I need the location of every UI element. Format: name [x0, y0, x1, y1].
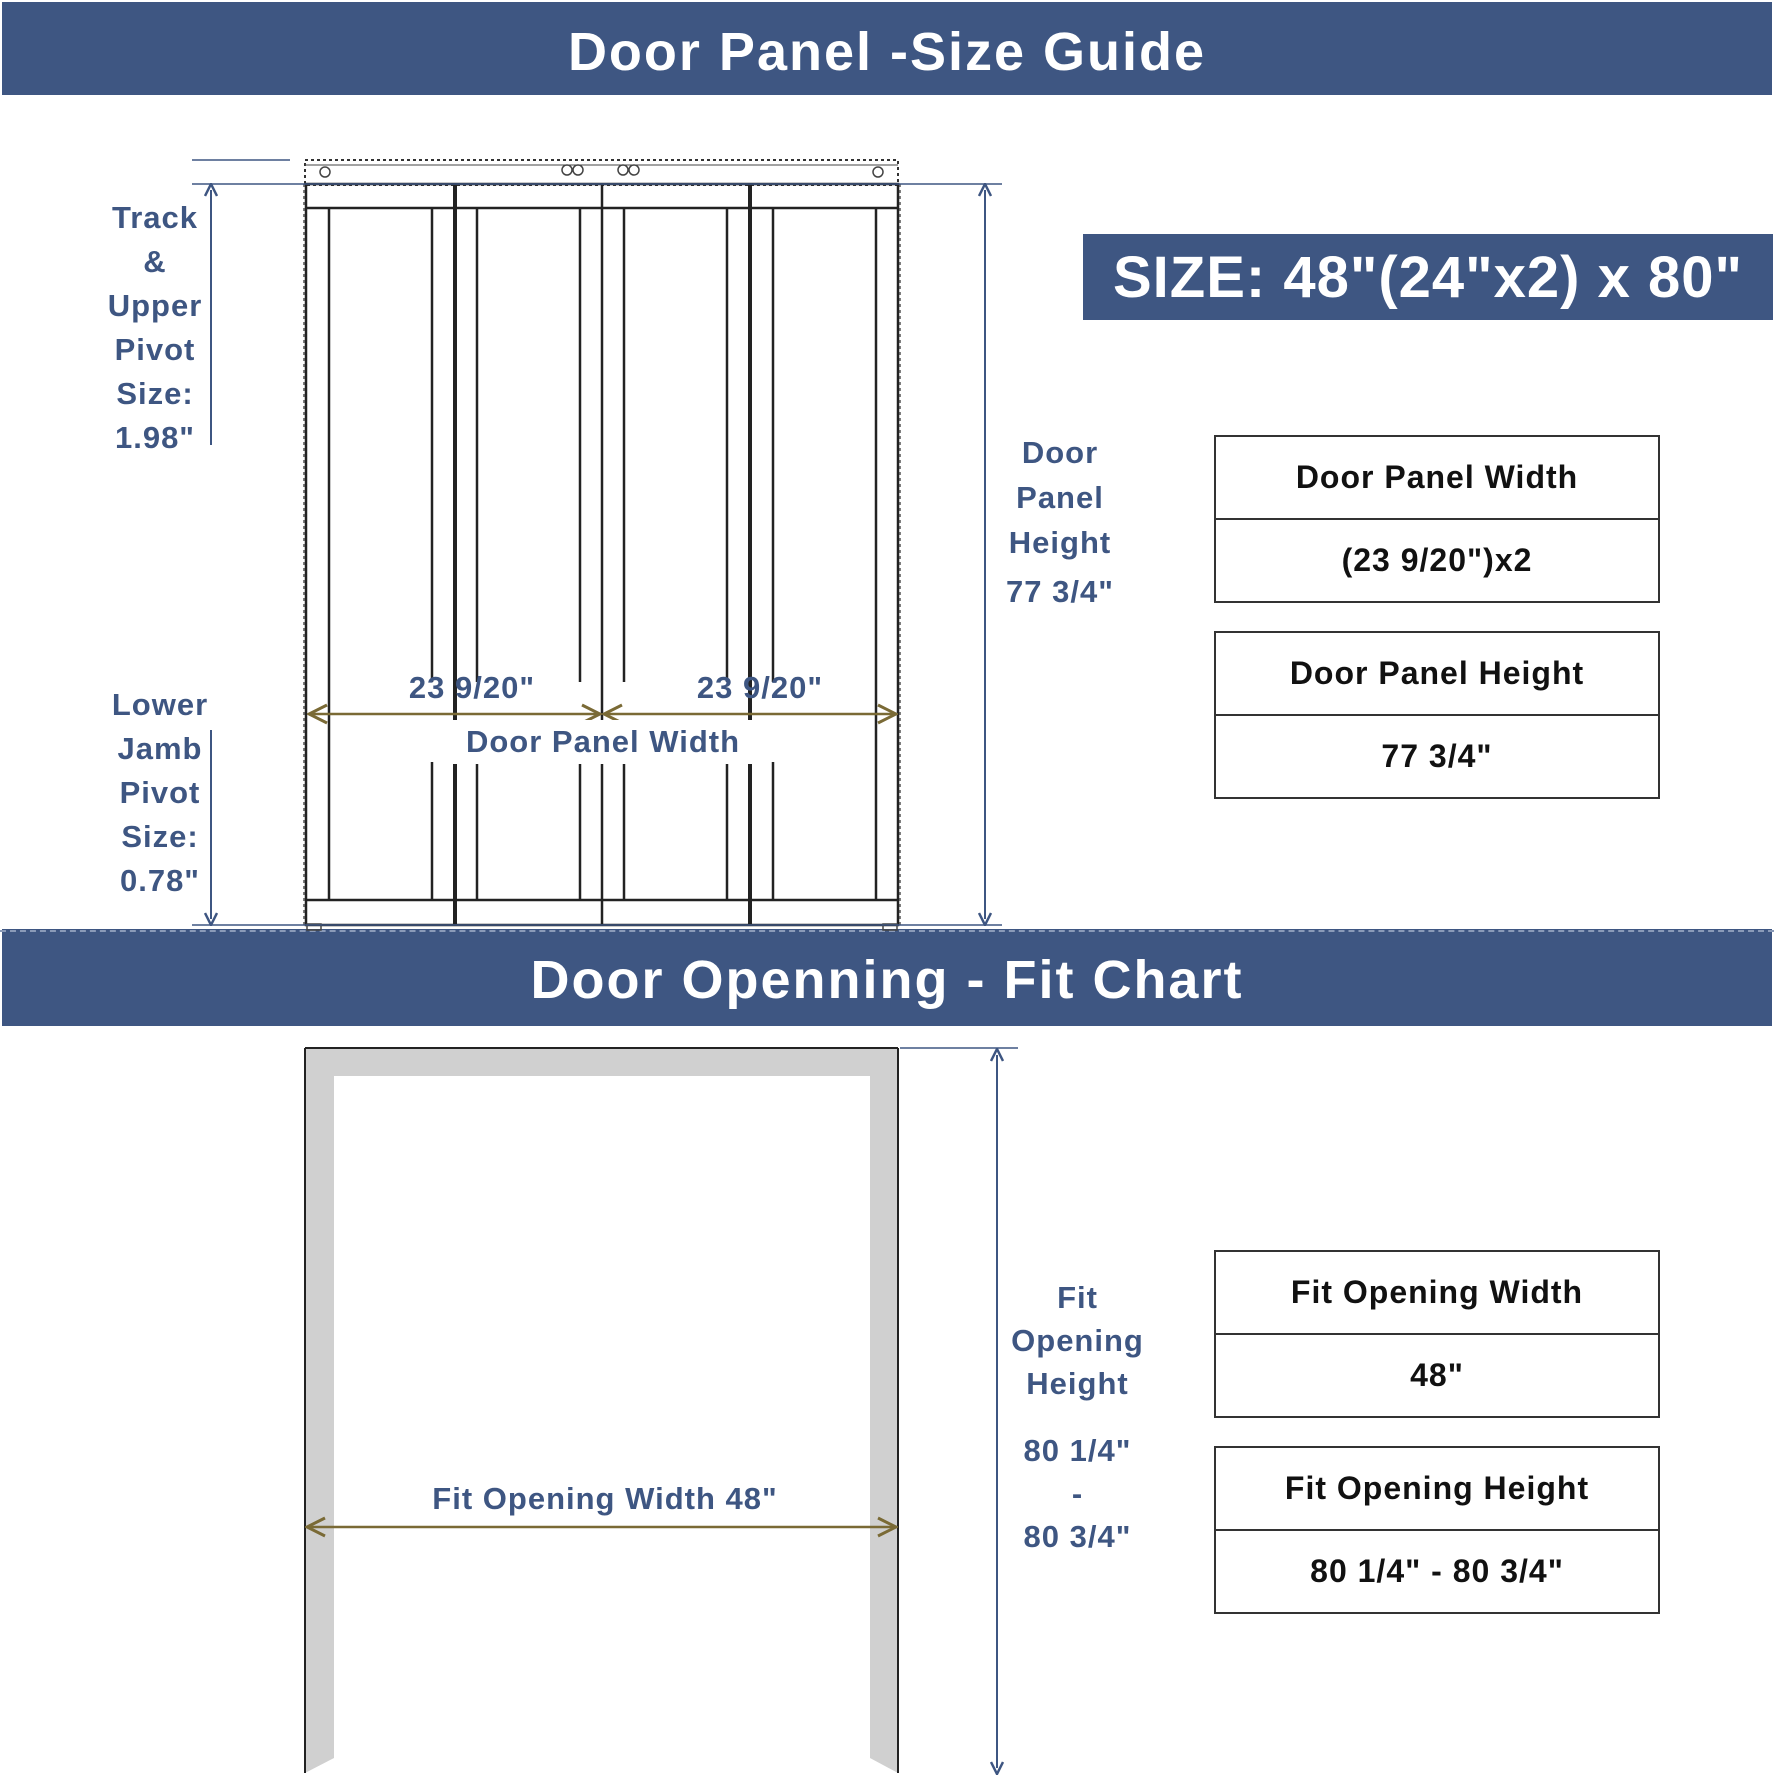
- spec-header: Fit Opening Height: [1216, 1448, 1658, 1531]
- spec-value: (23 9/20")x2: [1341, 542, 1533, 578]
- door-panel-height-label: Door Panel Height 77 3/4": [1006, 435, 1114, 609]
- track-pivot-label: Track & Upper Pivot Size: 1.98": [107, 200, 203, 455]
- door-panels-drawing: [304, 160, 900, 930]
- fit-opening-height-label: Fit Opening Height 80 1/4" - 80 3/4": [1011, 1280, 1144, 1554]
- track-hardware: [320, 165, 883, 177]
- size-badge: SIZE: 48"(24"x2) x 80": [1083, 234, 1773, 320]
- spec-door-panel-width: [1214, 435, 1660, 603]
- fit-chart-title: Door Openning - Fit Chart: [2, 929, 1772, 1026]
- spec-value: 77 3/4": [1381, 738, 1493, 774]
- spec-fit-opening-height: [1214, 1446, 1660, 1614]
- panel-width-left-label: 23 9/20": [408, 670, 536, 705]
- panel-width-right-label: 23 9/20": [696, 670, 824, 705]
- fit-dimension-lines: [307, 1048, 1018, 1768]
- spec-header: Door Panel Height: [1216, 633, 1658, 716]
- top-dimension-lines: [192, 160, 1002, 925]
- spec-header: Door Panel Width: [1216, 437, 1658, 520]
- panel-width-caption: Door Panel Width: [440, 720, 766, 764]
- spec-fit-opening-width: [1214, 1250, 1660, 1418]
- spec-value: 80 1/4" - 80 3/4": [1310, 1553, 1564, 1589]
- size-guide-title: Door Panel -Size Guide: [2, 2, 1772, 95]
- door-opening-frame: [305, 1048, 898, 1773]
- track-rail: [305, 160, 898, 185]
- lower-jamb-label: Lower Jamb Pivot Size: 0.78": [111, 687, 209, 898]
- spec-door-panel-height: [1214, 631, 1660, 799]
- spec-header: Fit Opening Width: [1216, 1252, 1658, 1335]
- spec-value: 48": [1410, 1357, 1464, 1393]
- fit-width-caption: Fit Opening Width 48": [432, 1481, 778, 1516]
